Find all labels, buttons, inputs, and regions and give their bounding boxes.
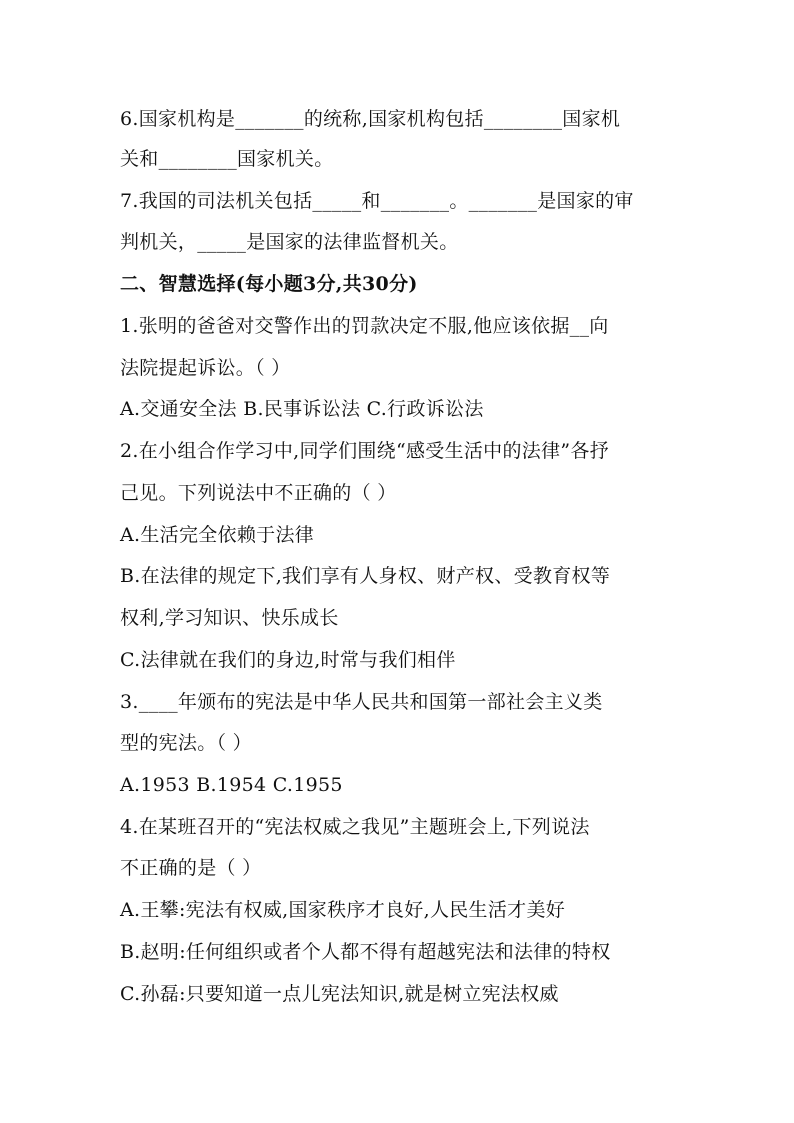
mc2-line-1: 2.在小组合作学习中,同学们围绕“感受生活中的法律”各抒	[120, 440, 609, 462]
mc1-line-1: 1.张明的爸爸对交警作出的罚款决定不服,他应该依据__向	[120, 315, 609, 337]
mc4-line-1: 4.在某班召开的“宪法权威之我见”主题班会上,下列说法	[120, 816, 590, 838]
mc2-line-2: 己见。下列说法中不正确的（ ）	[120, 482, 397, 504]
q7-line-1: 7.我国的司法机关包括_____和_______。_______是国家的审	[120, 190, 634, 212]
mc2-option-b-line-2: 权利,学习知识、快乐成长	[120, 607, 339, 629]
mc4-option-a: A.王攀:宪法有权威,国家秩序才良好,人民生活才美好	[120, 899, 566, 921]
mc4-line-2: 不正确的是（ ）	[120, 857, 262, 879]
mc1-line-2: 法院提起诉讼。（ ）	[120, 357, 291, 379]
mc4-option-c: C.孙磊:只要知道一点儿宪法知识,就是树立宪法权威	[120, 983, 559, 1005]
mc2-option-c: C.法律就在我们的身边,时常与我们相伴	[120, 649, 456, 671]
mc3-options: A.1953 B.1954 C.1955	[120, 774, 343, 796]
q6-line-1: 6.国家机构是_______的统称,国家机构包括________国家机	[120, 108, 621, 130]
mc1-options: A.交通安全法 B.民事诉讼法 C.行政诉讼法	[120, 398, 484, 420]
mc4-option-b: B.赵明:任何组织或者个人都不得有超越宪法和法律的特权	[120, 941, 611, 963]
mc2-option-a: A.生活完全依赖于法律	[120, 524, 315, 546]
q7-line-2: 判机关，_____是国家的法律监督机关。	[120, 231, 459, 253]
q6-line-2: 关和________国家机关。	[120, 148, 334, 170]
mc2-option-b-line-1: B.在法律的规定下,我们享有人身权、财产权、受教育权等	[120, 565, 611, 587]
section-heading: 二、智慧选择(每小题3分,共30分)	[120, 273, 418, 295]
mc3-line-2: 型的宪法。（ ）	[120, 732, 252, 754]
mc3-line-1: 3.____年颁布的宪法是中华人民共和国第一部社会主义类	[120, 691, 603, 713]
